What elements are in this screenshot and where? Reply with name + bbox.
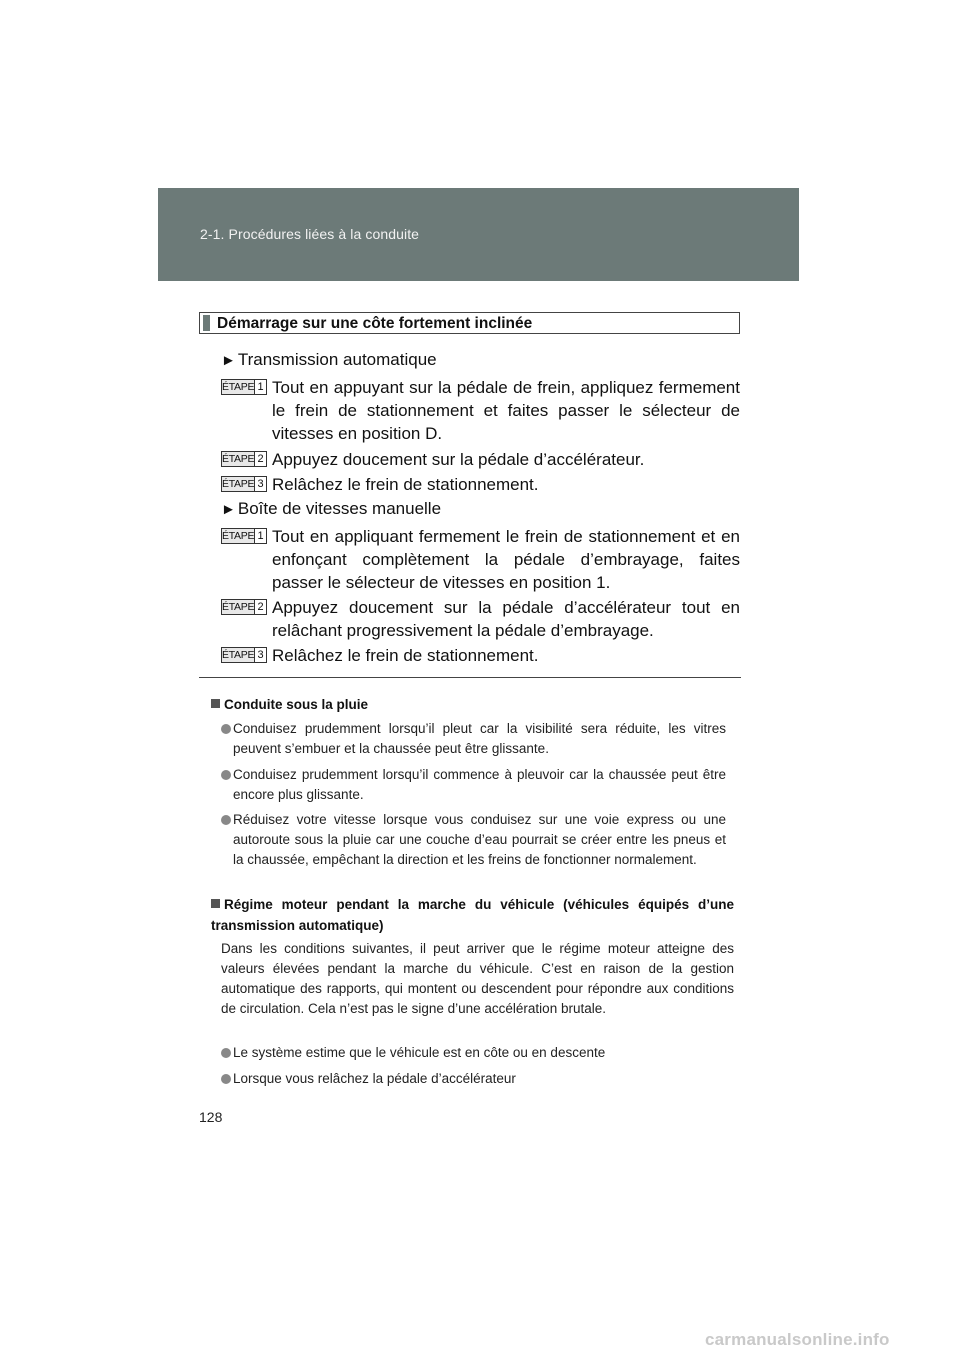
note-heading-engine-label: Régime moteur pendant la marche du véhicule (véhicules équipés d’une transmission automatique) <box>211 897 734 933</box>
bullet-dot-icon <box>221 724 231 734</box>
triangle-right-icon: ► <box>221 352 236 369</box>
divider <box>199 677 741 678</box>
step-badge-number: 3 <box>257 478 264 490</box>
step-manual-1 <box>221 525 740 594</box>
note-heading-rain <box>211 694 734 715</box>
step-badge-number: 1 <box>257 530 264 542</box>
step-badge-label: ÉTAPE <box>222 453 255 465</box>
step-auto-2 <box>221 448 740 471</box>
step-badge-number: 2 <box>257 601 264 613</box>
step-badge-label: ÉTAPE <box>222 530 255 542</box>
step-badge <box>221 476 267 492</box>
bullet-dot-icon <box>221 815 231 825</box>
step-badge <box>221 528 267 544</box>
page-number: 128 <box>199 1109 223 1125</box>
step-badge-number: 3 <box>257 649 264 661</box>
bullet-dot-icon <box>221 770 231 780</box>
bullet-text: Conduisez prudemment lorsqu’il pleut car la visibilité sera réduite, les vitres peuvent s’embuer et la chaussée peut être glissante. <box>233 721 726 756</box>
bullet-text: Réduisez votre vitesse lorsque vous conduisez sur une voie express ou une autoroute sous la pluie car une couche d’eau pourrait se créer entre les pneus et la chaussée, empêchant la direction et les freins de fonctionner normalement. <box>233 812 726 867</box>
square-bullet-icon <box>211 699 220 708</box>
step-text: Tout en appliquant fermement le frein de stationnement et en enfonçant complètement la pédale d’embrayage, faites passer le sélecteur de vitesses en position 1. <box>272 527 740 592</box>
step-badge-number: 1 <box>257 381 264 393</box>
subheading-manual <box>221 499 441 519</box>
step-badge <box>221 647 267 663</box>
section-title: Démarrage sur une côte fortement inclinée <box>217 315 533 332</box>
step-text: Relâchez le frein de stationnement. <box>272 475 539 494</box>
step-badge-number: 2 <box>257 453 264 465</box>
triangle-right-icon: ► <box>221 501 236 518</box>
step-text: Appuyez doucement sur la pédale d’accélérateur. <box>272 450 645 469</box>
subheading-automatic <box>221 350 437 370</box>
step-badge <box>221 599 267 615</box>
step-auto-3 <box>221 473 740 496</box>
bullet-text: Conduisez prudemment lorsqu’il commence à pleuvoir car la chaussée peut être encore plus glissante. <box>233 767 726 802</box>
step-badge-label: ÉTAPE <box>222 381 255 393</box>
bullet-rain-2 <box>221 765 726 805</box>
note-engine-paragraph: Dans les conditions suivantes, il peut arriver que le régime moteur atteigne des valeurs élevées pendant la marche du véhicule. C’est en raison de la gestion automatique des rapports, qui montent ou descendent pour répondre aux conditions de circulation. Cela n’est pas le signe d’une accélération brutale. <box>221 941 734 1016</box>
note-heading-rain-label: Conduite sous la pluie <box>224 697 369 712</box>
step-auto-1 <box>221 376 740 445</box>
bullet-text: Lorsque vous relâchez la pédale d’accélérateur <box>233 1071 516 1086</box>
watermark: carmanualsonline.info <box>705 1330 890 1349</box>
step-manual-2 <box>221 596 740 642</box>
bullet-rain-1 <box>221 719 726 759</box>
step-badge-label: ÉTAPE <box>222 478 255 490</box>
subheading-manual-label: Boîte de vitesses manuelle <box>237 499 442 518</box>
step-badge-label: ÉTAPE <box>222 649 255 661</box>
step-badge-label: ÉTAPE <box>222 601 255 613</box>
header-section-title: 2-1. Procédures liées à la conduite <box>200 226 420 242</box>
bullet-text: Le système estime que le véhicule est en côte ou en descente <box>233 1045 606 1060</box>
note-heading-engine <box>211 894 734 936</box>
step-badge <box>221 451 267 467</box>
section-title-marker <box>203 315 210 331</box>
subheading-automatic-label: Transmission automatique <box>237 350 437 369</box>
bullet-dot-icon <box>221 1074 231 1084</box>
section-title-box <box>199 312 740 334</box>
bullet-dot-icon <box>221 1048 231 1058</box>
step-badge <box>221 379 267 395</box>
step-text: Relâchez le frein de stationnement. <box>272 646 539 665</box>
step-text: Appuyez doucement sur la pédale d’accélérateur tout en relâchant progressivement la pédale d’embrayage. <box>272 598 740 640</box>
step-manual-3 <box>221 644 740 667</box>
bullet-engine-2 <box>221 1069 726 1089</box>
bullet-engine-1 <box>221 1043 726 1063</box>
square-bullet-icon <box>211 899 220 908</box>
step-text: Tout en appuyant sur la pédale de frein, appliquez fermement le frein de stationnement et faites passer le sélecteur de vitesses en position D. <box>272 378 740 443</box>
bullet-rain-3 <box>221 810 726 870</box>
